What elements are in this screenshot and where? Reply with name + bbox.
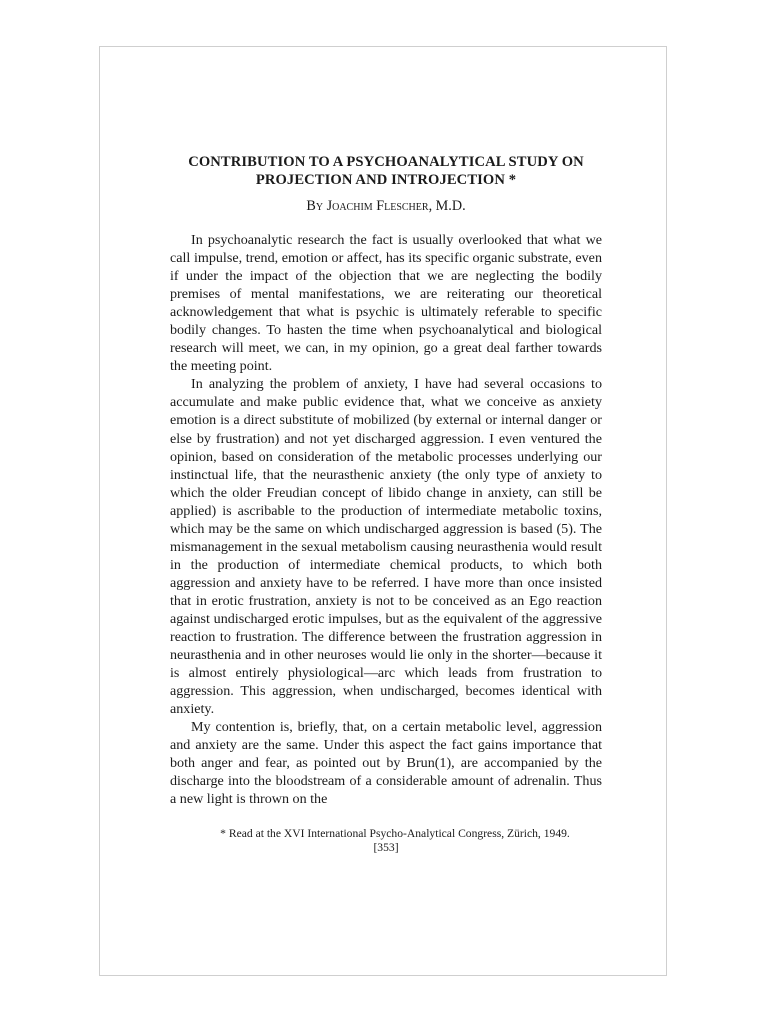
byline <box>170 197 602 215</box>
article-title <box>170 153 602 189</box>
paper-page <box>99 46 667 976</box>
footnote: * Read at the XVI International Psycho-Analytical Congress, Zürich, 1949. <box>220 826 570 840</box>
author-name: Joachim Flescher <box>326 198 429 214</box>
page-number: [353] <box>373 840 399 854</box>
byline-prefix: By <box>306 198 324 214</box>
article-body <box>170 231 602 809</box>
page-content <box>170 153 602 855</box>
title-line-1: CONTRIBUTION TO A PSYCHOANALYTICAL STUDY ON <box>188 154 584 170</box>
paragraph-3: My contention is, briefly, that, on a certain metabolic level, aggression and anxiety are the same. Under this aspect the fact gains importance that both anger and fear, as pointed out by Brun(1), are accompanied by the discharge into the bloodstream of a considerable amount of adrenalin. Thus a new light is thrown on the <box>170 719 602 808</box>
author-degree: , M.D. <box>428 198 466 214</box>
title-line-2: PROJECTION AND INTROJECTION * <box>255 172 517 188</box>
paragraph-1: In psychoanalytic research the fact is usually overlooked that what we call impulse, trend, emotion or affect, has its specific organic substrate, even if under the impact of the objection that we are neglecting the bodily premises of mental manifestations, we are reiterating our theoretical acknowledgement that what is psychic is ultimately referable to specific bodily changes. To hasten the time when psychoanalytical and biological research will meet, we can, in my opinion, go a great deal farther towards the meeting point. <box>170 232 602 375</box>
paragraph-2: In analyzing the problem of anxiety, I have had several occasions to accumulate and make public evidence that, what we conceive as anxiety emotion is a direct substitute of mobilized (by external or internal danger or else by frustration) and not yet discharged aggression. I even ventured the opinion, based on consideration of the metabolic processes underlying our instinctual life, that the neurasthenic anxiety (the only type of anxiety to which the older Freudian concept of libido change in anxiety, can still be applied) is ascribable to the production of intermediate metabolic toxins, which may be the same on which undischarged aggression is based (5). The mismanagement in the sexual metabolism causing neurasthenia would result in the production of intermediate chemical products, to which both aggression and anxiety have to be referred. I have more than once insisted that in erotic frustration, anxiety is not to be conceived as an Ego reaction against undischarged erotic impulses, but as the equivalent of the aggressive reaction to frustration. The difference between the frustration aggression in neurasthenia and in other neuroses would lie only in the shorter—because it is almost entirely physiological—arc which leads from frustration to aggression. This aggression, when undischarged, becomes identical with anxiety. <box>170 376 602 718</box>
